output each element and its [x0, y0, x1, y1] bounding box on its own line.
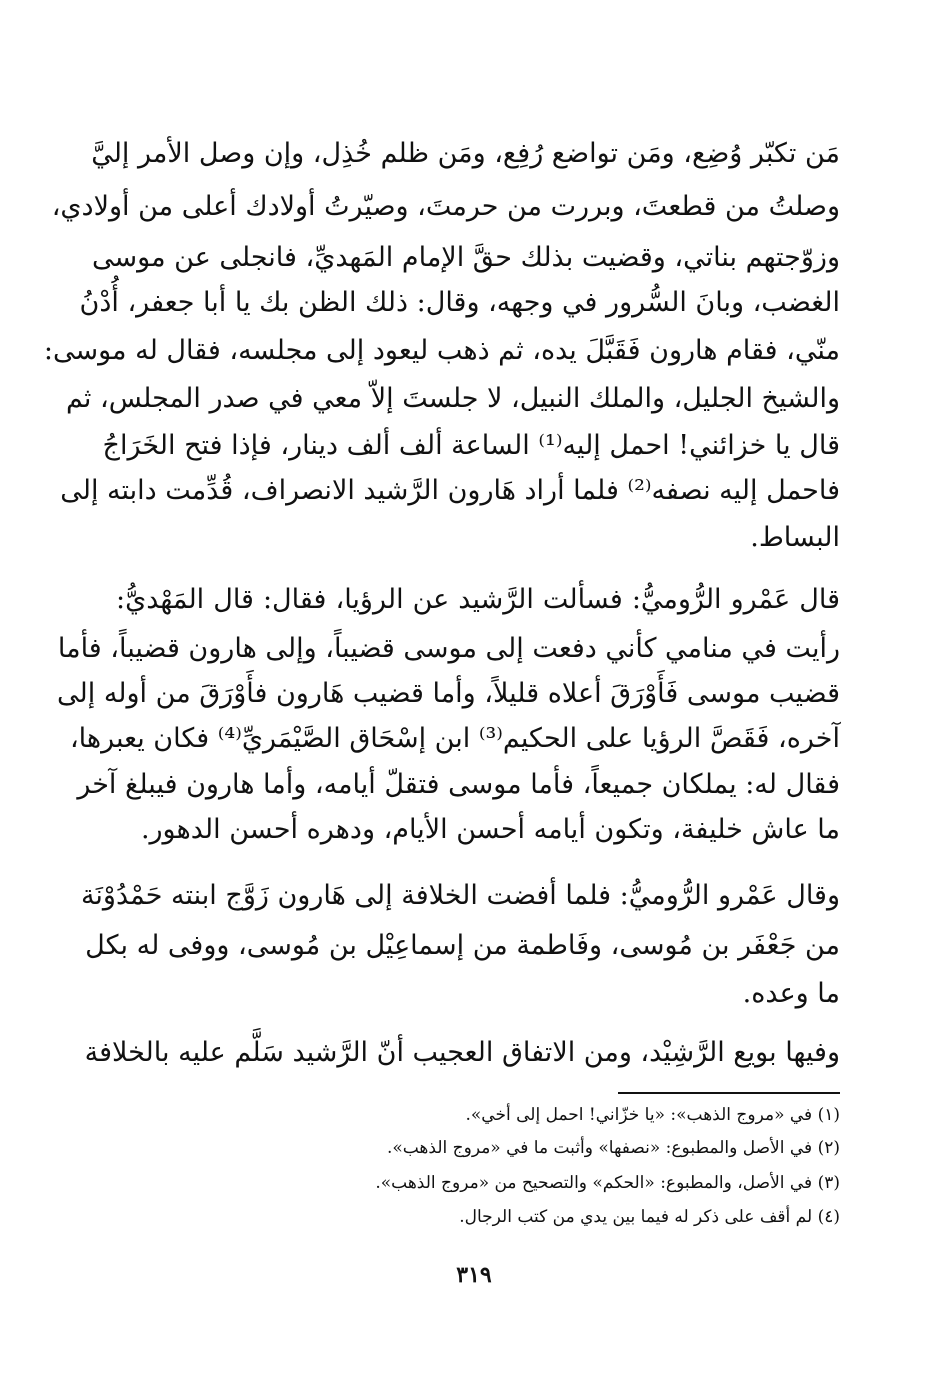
text-line: فقال له: يملكان جميعاً، فأما موسى فتقلّ أيامه، وأما هارون فيبلغ آخر: [77, 769, 840, 800]
footnote-divider: [618, 1092, 840, 1094]
text-line: قال عَمْرو الرُّوميُّ: فسألت الرَّشيد عن الرؤيا، فقال: قال المَهْديُّ:: [116, 584, 840, 615]
text-line: وزوّجتهم بناتي، وقضيت بذلك حقَّ الإمام المَهديِّ، فانجلى عن موسى: [92, 242, 840, 273]
text-line: ما عاش خليفة، وتكون أيامه أحسن الأيام، ودهره أحسن الدهور.: [140, 814, 840, 845]
text-line: قضيب موسى فَأَوْرَقَ أعلاه قليلاً، وأما قضيب هَارون فأَوْرَقَ من أوله إلى: [57, 678, 840, 709]
text-line: وفيها بويع الرَّشِيْد، ومن الاتفاق العجيب أنّ الرَّشيد سَلَّم عليه بالخلافة: [84, 1037, 840, 1068]
text-line: قال يا خزائني! احمل إليه⁽¹⁾ الساعة ألف ألف دينار، فإذا فتح الخَرَاجُ: [102, 430, 840, 461]
text-line: وصلتُ من قطعتَ، وبررت من حرمتَ، وصيّرتُ أولادك أعلى من أولادي،: [51, 191, 840, 222]
text-line: البساط.: [750, 522, 840, 553]
text-line: الغضب، وبانَ السُّرور في وجهه، وقال: ذلك الظن بك يا أبا جعفر، أُدْنُ: [79, 287, 840, 318]
footnote: (١) في «مروج الذهب»: «يا خزّاني! احمل إلى أخي».: [465, 1105, 840, 1125]
text-line: وقال عَمْرو الرُّوميُّ: فلما أفضت الخلافة إلى هَارون زَوَّج ابنته حَمْدُوْنَة: [80, 880, 840, 911]
text-line: آخره، فَقَصَّ الرؤيا على الحكيم⁽³⁾ ابن إسْحَاق الصَّيْمَريِّ⁽⁴⁾ فكان يعبرها،: [69, 723, 840, 754]
footnote: (٣) في الأصل، والمطبوع: «الحكم» والتصحيح من «مروج الذهب».: [375, 1173, 840, 1193]
text-line: ما وعده.: [742, 978, 840, 1009]
footnote: (٤) لم أقف على ذكر له فيما بين يدي من كتب الرجال.: [459, 1207, 840, 1227]
page-number: ٣١٩: [456, 1262, 492, 1288]
text-line: مَن تكبّر وُضِع، ومَن تواضع رُفِع، ومَن ظلم خُذِل، وإن وصل الأمر إليَّ: [91, 138, 840, 169]
text-line: والشيخ الجليل، والملك النبيل، لا جلستَ إلاّ معي في صدر المجلس، ثم: [65, 383, 840, 414]
text-line: منّي، فقام هارون فَقَبَّلَ يده، ثم ذهب ليعود إلى مجلسه، فقال له موسى:: [43, 335, 840, 366]
text-line: رأيت في منامي كأني دفعت إلى موسى قضيباً، وإلى هارون قضيباً، فأما: [57, 633, 840, 664]
text-line: من جَعْفَر بن مُوسى، وفَاطمة من إسماعِيْل بن مُوسى، ووفى له بكل: [85, 930, 840, 961]
footnote: (٢) في الأصل والمطبوع: «نصفها» وأثبت ما في «مروج الذهب».: [386, 1138, 840, 1158]
text-line: فاحمل إليه نصفه⁽²⁾ فلما أراد هَارون الرَّشيد الانصراف، قُدِّمت دابته إلى: [60, 475, 840, 506]
